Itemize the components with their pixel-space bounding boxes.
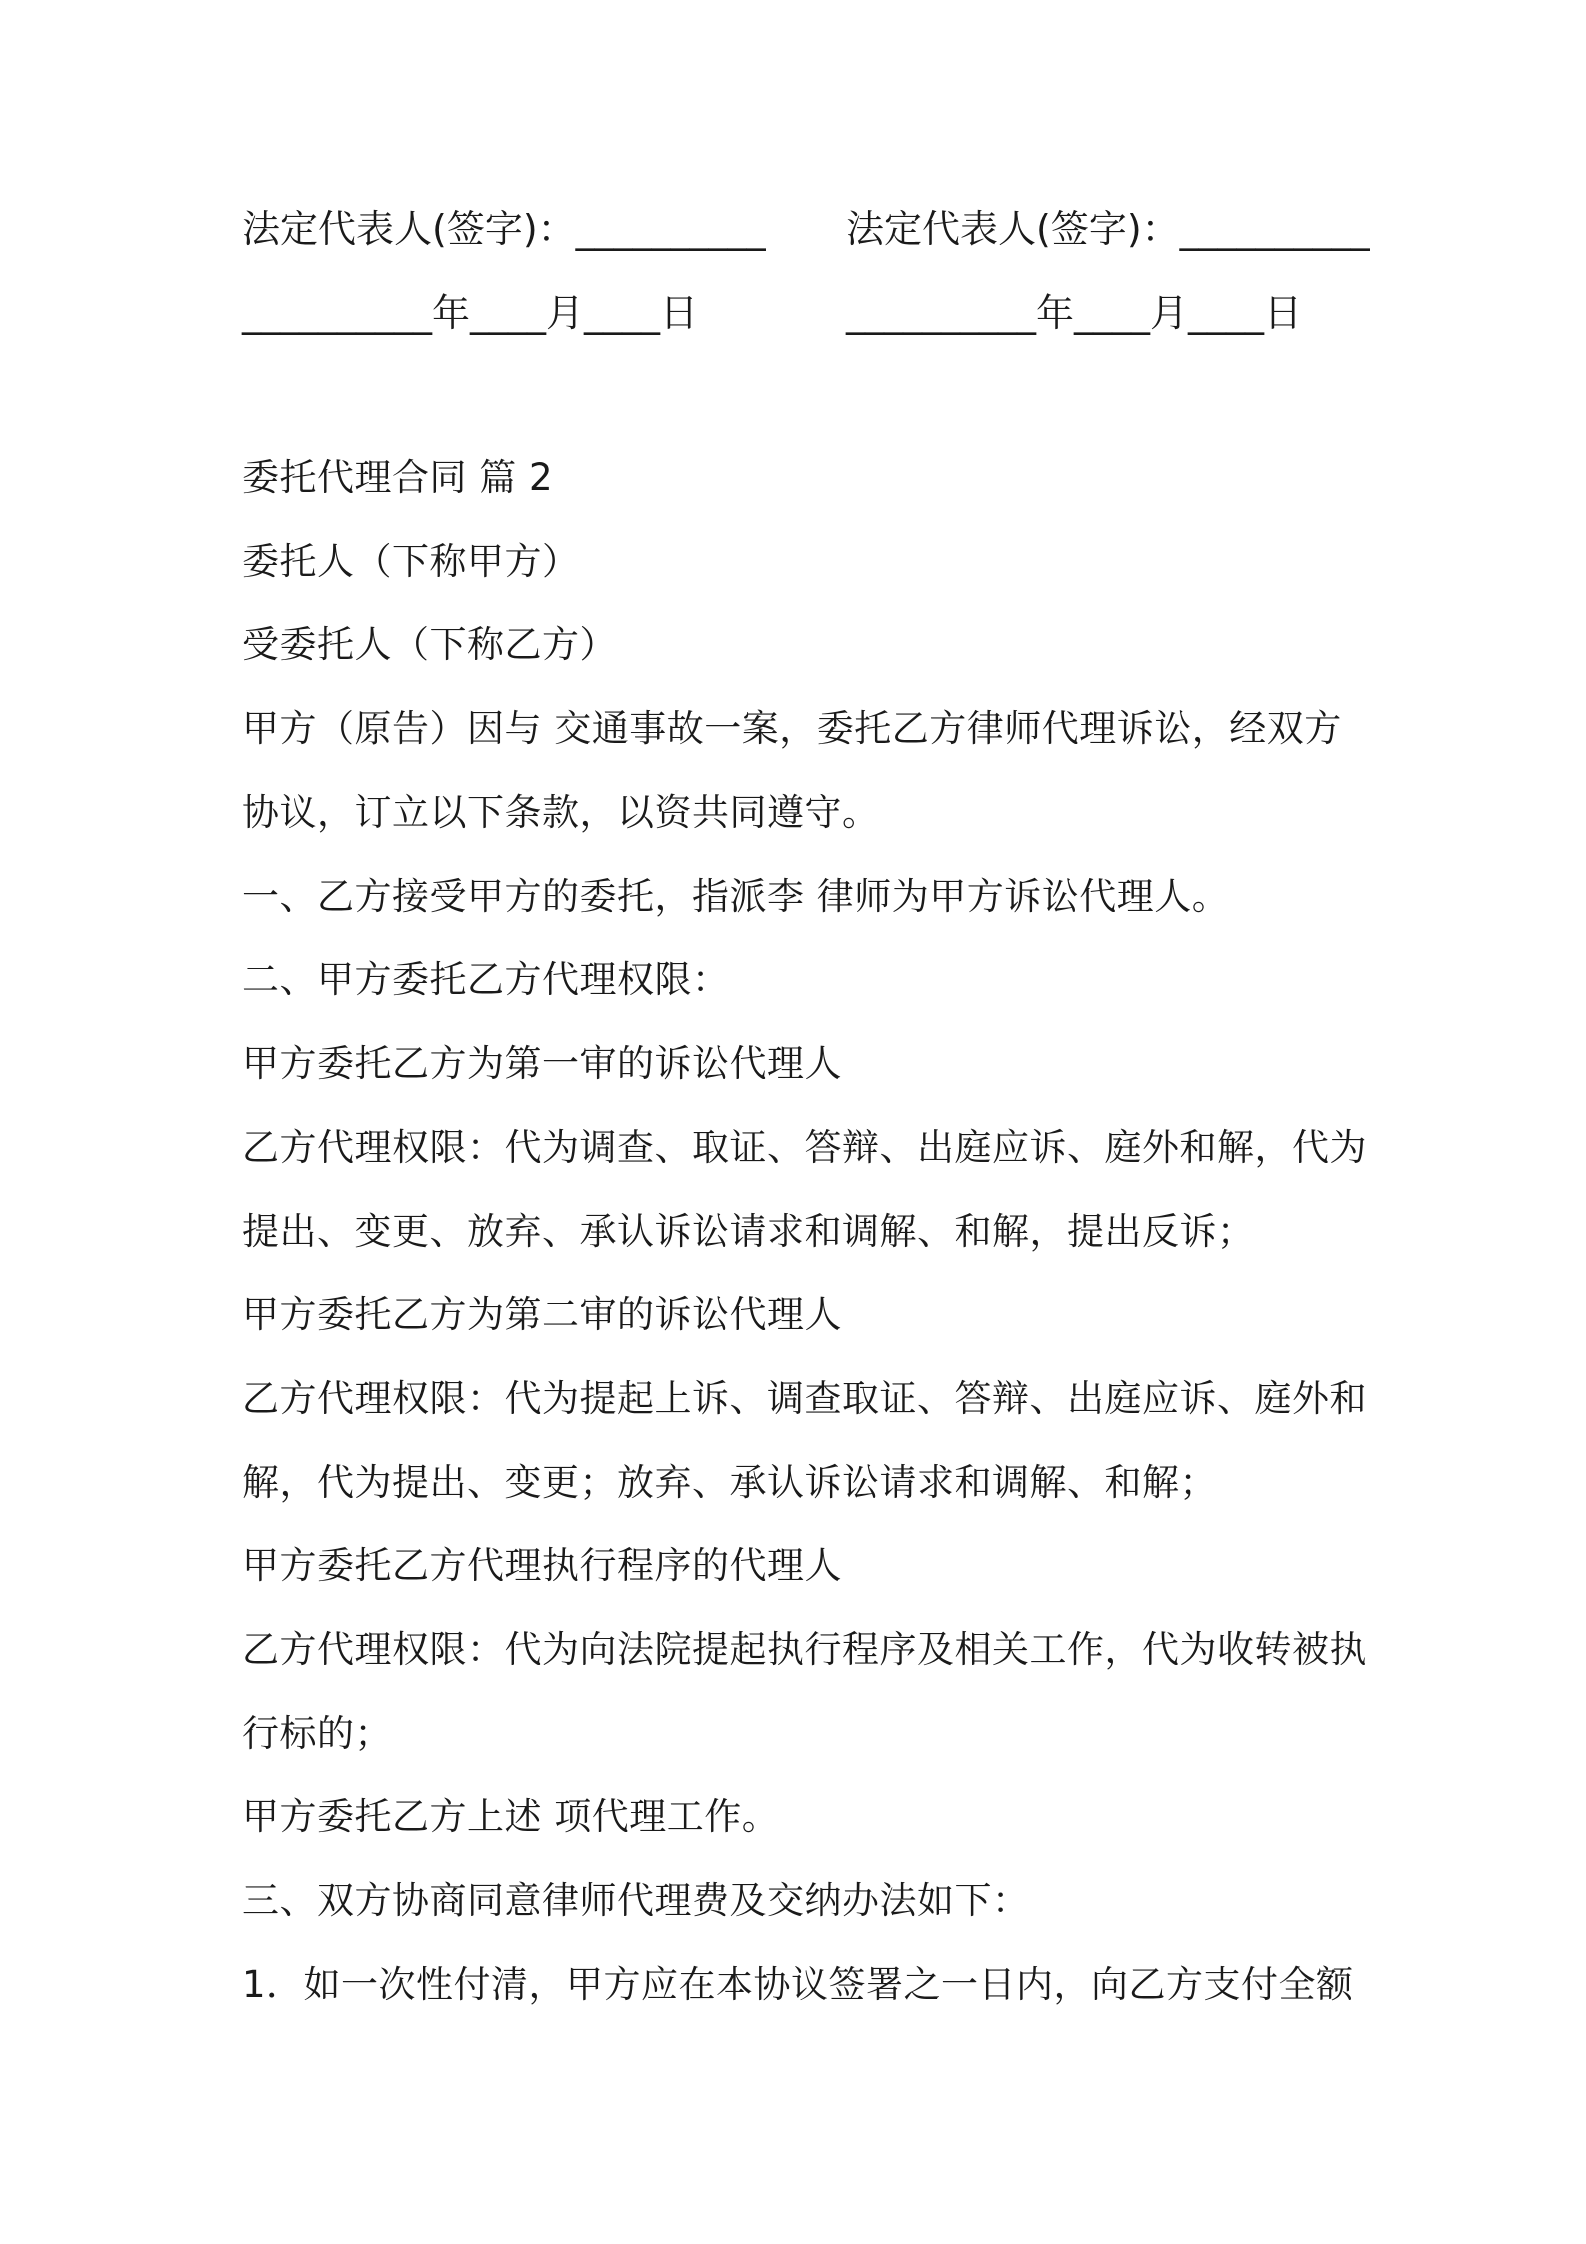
contract-line: 提出、变更、放弃、承认诉讼请求和调解、和解，提出反诉； (242, 1210, 1255, 1253)
contract-line: 三、双方协商同意律师代理费及交纳办法如下： (242, 1879, 1030, 1922)
contract-line: 协议，订立以下条款，以资共同遵守。 (242, 791, 880, 834)
contract-line: 乙方代理权限：代为调查、取证、答辩、出庭应诉、庭外和解，代为 (242, 1126, 1367, 1169)
contract-line: 甲方委托乙方为第二审的诉讼代理人 (242, 1293, 842, 1336)
contract-line: 一、乙方接受甲方的委托，指派李 律师为甲方诉讼代理人。 (242, 875, 1230, 918)
contract-line: 甲方（原告）因与 交通事故一案，委托乙方律师代理诉讼，经双方 (242, 707, 1342, 750)
contract-line: 乙方代理权限：代为向法院提起执行程序及相关工作，代为收转被执 (242, 1628, 1367, 1671)
contract-line: 解，代为提出、变更；放弃、承认诉讼请求和调解、和解； (242, 1461, 1217, 1504)
contract-line: 甲方委托乙方为第一审的诉讼代理人 (242, 1042, 842, 1085)
contract-line: 甲方委托乙方上述 项代理工作。 (242, 1795, 780, 1838)
contract-line: 1．如一次性付清，甲方应在本协议签署之一日内，向乙方支付全额 (242, 1963, 1354, 2006)
contract-line: 委托人（下称甲方） (242, 540, 580, 583)
contract-line: 二、甲方委托乙方代理权限： (242, 958, 730, 1001)
contract-line: 甲方委托乙方代理执行程序的代理人 (242, 1544, 842, 1587)
contract-line: 乙方代理权限：代为提起上诉、调查取证、答辩、出庭应诉、庭外和 (242, 1377, 1367, 1420)
left-representative-signature-line: 法定代表人(签字)：__________ (242, 207, 766, 251)
contract-line: 行标的； (242, 1712, 392, 1755)
left-signature-date-line: __________年____月____日 (242, 291, 699, 335)
contract-line: 受委托人（下称乙方） (242, 623, 617, 666)
right-signature-date-line: __________年____月____日 (846, 291, 1303, 335)
contract-title: 委托代理合同 篇 2 (242, 456, 554, 499)
right-representative-signature-line: 法定代表人(签字)：__________ (846, 207, 1370, 251)
